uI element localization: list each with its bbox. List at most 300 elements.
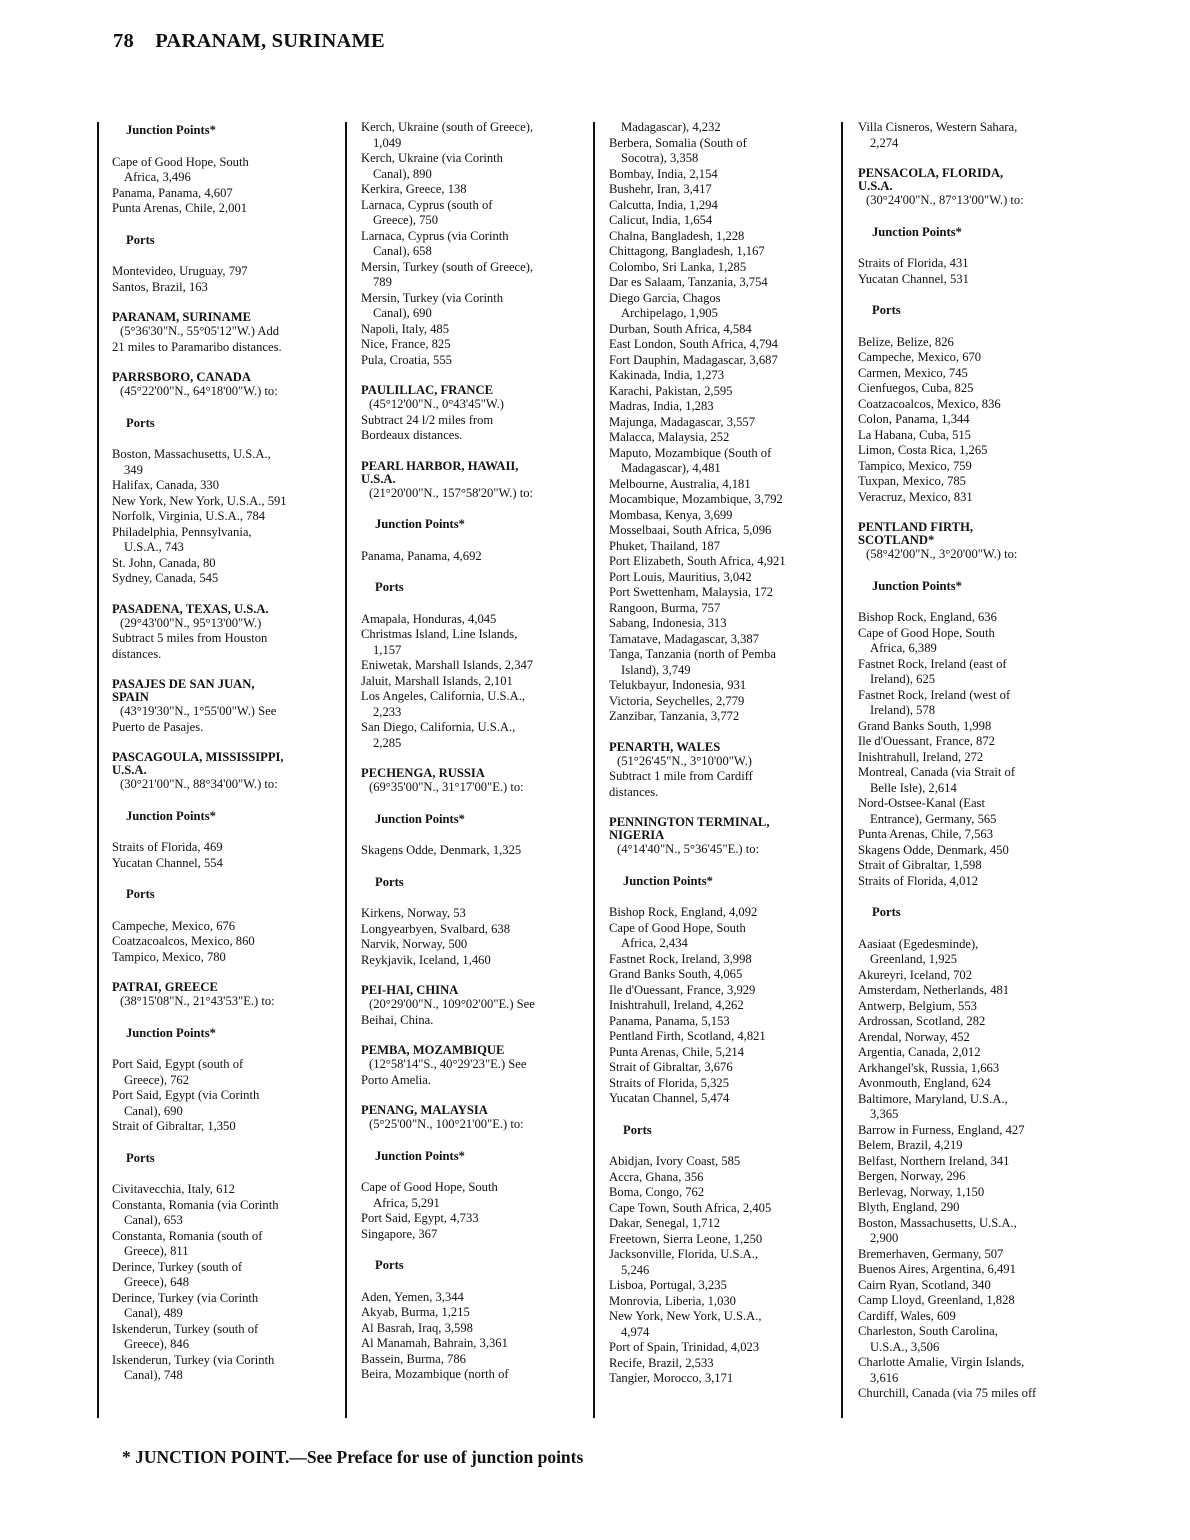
entry-line: Al Basrah, Iraq, 3,598 <box>361 1320 473 1335</box>
distance-entry <box>112 155 317 186</box>
port-heading <box>112 371 317 384</box>
entry-line: Canal), 748 <box>124 1368 183 1382</box>
entry-line: Nord-Ostsee-Kanal (East <box>858 796 985 810</box>
entry-line: Ireland), 625 <box>870 672 936 686</box>
distance-entry <box>361 612 566 628</box>
coordinates: (45°12'00"N., 0°43'45"W.) <box>369 397 504 411</box>
entry-line: Larnaca, Cyprus (via Corinth <box>361 228 509 243</box>
distance-entry <box>858 350 1063 366</box>
distance-entry <box>361 1367 566 1383</box>
distance-entry <box>609 1060 814 1076</box>
port-heading-line: PASCAGOULA, MISSISSIPPI, <box>112 750 284 764</box>
entry-line: La Habana, Cuba, 515 <box>858 427 971 442</box>
entry-line: Bombay, India, 2,154 <box>609 166 718 181</box>
distance-entry <box>858 366 1063 382</box>
page-header <box>113 30 385 53</box>
coordinates: (58°42'00"N., 3°20'00"W.) to: <box>866 547 1018 561</box>
column-rule <box>841 122 843 1418</box>
port-heading <box>858 167 1063 193</box>
distance-entry <box>609 905 814 921</box>
port-heading-line: PENNINGTON TERMINAL, <box>609 815 770 829</box>
distance-entry <box>609 229 814 245</box>
section-subheading: Junction Points* <box>126 808 216 823</box>
coordinates: (5°36'30"N., 55°05'12"W.) Add <box>120 324 280 338</box>
entry-line: Longyearbyen, Svalbard, 638 <box>361 921 510 936</box>
distance-entry <box>858 272 1063 288</box>
entry-line: Greece), 811 <box>124 1244 189 1258</box>
distance-entry <box>361 322 566 338</box>
distance-entry <box>609 601 814 617</box>
distance-entry <box>361 120 566 151</box>
distance-entry <box>858 827 1063 843</box>
entry-line: Fastnet Rock, Ireland (west of <box>858 687 1011 702</box>
distance-entry <box>858 256 1063 272</box>
distance-entry <box>609 632 814 648</box>
entry-line: Boston, Massachusetts, U.S.A., <box>112 447 271 461</box>
entry-line: Canal), 890 <box>373 166 432 181</box>
entry-line: Tamatave, Madagascar, 3,387 <box>609 631 760 646</box>
entry-line: Cardiff, Wales, 609 <box>858 1308 956 1323</box>
distance-entry <box>609 167 814 183</box>
port-heading <box>112 603 317 616</box>
distance-entry <box>361 1290 566 1306</box>
entry-line: Diego Garcia, Chagos <box>609 290 721 305</box>
distance-entry <box>361 260 566 291</box>
entry-line: Bushehr, Iran, 3,417 <box>609 182 712 196</box>
entry-line: Derince, Turkey (via Corinth <box>112 1290 259 1305</box>
section-subheading: Ports <box>872 905 901 919</box>
entry-line: Akureyri, Iceland, 702 <box>858 967 973 982</box>
distance-entry <box>858 459 1063 475</box>
port-heading-line: PARANAM, SURINAME <box>112 310 251 324</box>
section-subheading: Ports <box>126 232 155 247</box>
distance-entry <box>361 1180 566 1211</box>
distance-entry <box>858 381 1063 397</box>
entry-line: Strait of Gibraltar, 1,350 <box>112 1119 236 1133</box>
distance-entry <box>858 1045 1063 1061</box>
distance-entry <box>858 626 1063 657</box>
distance-entry <box>112 1260 317 1291</box>
entry-line: Panama, Panama, 4,692 <box>361 548 482 563</box>
distance-entry <box>609 539 814 555</box>
entry-line: Los Angeles, California, U.S.A., <box>361 689 526 703</box>
distance-entry <box>609 967 814 983</box>
distance-entry <box>858 1355 1063 1386</box>
distance-entry <box>858 335 1063 351</box>
entry-line: Inishtrahull, Ireland, 4,262 <box>609 998 744 1012</box>
entry-line: Christmas Island, Line Islands, <box>361 627 518 641</box>
entry-line: Greenland, 1,925 <box>870 952 958 966</box>
entry-line: Africa, 3,496 <box>124 170 191 184</box>
entry-line: Constanta, Romania (south of <box>112 1228 263 1243</box>
port-heading-line: PENSACOLA, FLORIDA, <box>858 166 1004 180</box>
distance-entry <box>609 554 814 570</box>
entry-line: New York, New York, U.S.A., <box>609 1309 762 1323</box>
entry-line: Norfolk, Virginia, U.S.A., 784 <box>112 509 266 523</box>
coordinates: (38°15'08"N., 21°43'53"E.) to: <box>120 994 275 1008</box>
distance-entry <box>609 585 814 601</box>
distance-entry <box>112 525 317 556</box>
entry-line: Santos, Brazil, 163 <box>112 279 208 294</box>
distance-entry <box>609 337 814 353</box>
entry-line: Grand Banks South, 4,065 <box>609 967 743 981</box>
entry-line: Villa Cisneros, Western Sahara, <box>858 120 1018 134</box>
port-heading-line: U.S.A. <box>361 471 396 486</box>
entry-line: Karachi, Pakistan, 2,595 <box>609 383 733 398</box>
entry-line: Canal), 690 <box>373 306 432 320</box>
port-heading <box>361 984 566 997</box>
distance-entry <box>361 1227 566 1243</box>
distance-entry <box>858 750 1063 766</box>
entry-line: Canal), 690 <box>124 1103 183 1118</box>
distance-entry <box>112 1353 317 1384</box>
entry-line: Arendal, Norway, 452 <box>858 1029 970 1044</box>
distance-entry <box>858 1123 1063 1139</box>
entry-line: Bremerhaven, Germany, 507 <box>858 1246 1004 1261</box>
entry-line: Antwerp, Belgium, 553 <box>858 998 977 1013</box>
entry-line: Straits of Florida, 469 <box>112 840 223 854</box>
section-subheading: Junction Points* <box>872 224 962 239</box>
entry-line: Malacca, Malaysia, 252 <box>609 430 730 444</box>
entry-line: Port Said, Egypt (south of <box>112 1057 244 1071</box>
entry-line: Chalna, Bangladesh, 1,228 <box>609 228 745 243</box>
entry-line: Philadelphia, Pennsylvania, <box>112 524 252 539</box>
distance-entry <box>112 1088 317 1119</box>
section-subheading: Ports <box>375 1258 404 1272</box>
port-heading-line: PARRSBORO, CANADA <box>112 370 251 384</box>
entry-line: Skagens Odde, Denmark, 450 <box>858 842 1009 857</box>
entry-line: Jacksonville, Florida, U.S.A., <box>609 1247 759 1261</box>
entry-line: 2,285 <box>373 735 402 750</box>
entry-line: Entrance), Germany, 565 <box>870 811 997 826</box>
entry-line: Cape of Good Hope, South <box>112 154 249 169</box>
distance-entry <box>858 937 1063 968</box>
distance-entry <box>609 1091 814 1107</box>
page-number: 78 <box>113 30 134 52</box>
distance-entry <box>609 952 814 968</box>
entry-line: Punta Arenas, Chile, 5,214 <box>609 1044 745 1059</box>
entry-line: Carmen, Mexico, 745 <box>858 365 968 380</box>
distance-entry <box>361 953 566 969</box>
distance-entry <box>361 689 566 720</box>
coordinates: (29°43'00"N., 95°13'00"W.) <box>120 615 262 630</box>
port-heading <box>858 521 1063 547</box>
distance-entry <box>112 950 317 966</box>
entry-line: Sydney, Canada, 545 <box>112 571 219 585</box>
entry-line: Napoli, Italy, 485 <box>361 321 450 336</box>
entry-line: Cape of Good Hope, South <box>609 920 746 935</box>
distance-entry <box>609 182 814 198</box>
port-heading-line: PENTLAND FIRTH, <box>858 520 974 534</box>
coordinates: (20°29'00"N., 109°02'00"E.) See <box>369 997 535 1011</box>
distance-entry <box>858 1200 1063 1216</box>
distance-entry <box>609 1371 814 1387</box>
entry-line: Port Elizabeth, South Africa, 4,921 <box>609 554 786 568</box>
entry-line: Rangoon, Burma, 757 <box>609 600 721 615</box>
distance-entry <box>112 919 317 935</box>
distance-entry <box>609 678 814 694</box>
entry-line: Colon, Panama, 1,344 <box>858 412 970 426</box>
entry-line: Baltimore, Maryland, U.S.A., <box>858 1091 1008 1106</box>
distance-entry <box>361 1211 566 1227</box>
column-rule <box>97 122 99 1418</box>
distance-entry <box>609 570 814 586</box>
distance-entry <box>112 934 317 950</box>
distance-entry <box>361 937 566 953</box>
entry-line: Iskenderun, Turkey (south of <box>112 1321 259 1336</box>
entry-line: Ireland), 578 <box>870 703 936 717</box>
distance-entry <box>112 186 317 202</box>
entry-line: Belize, Belize, 826 <box>858 334 954 349</box>
entry-line: Jaluit, Marshall Islands, 2,101 <box>361 673 513 688</box>
distance-entry <box>361 1336 566 1352</box>
distance-entry <box>858 1247 1063 1263</box>
distance-entry <box>858 688 1063 719</box>
entry-line: Kerch, Ukraine (south of Greece), <box>361 120 534 134</box>
distance-entry <box>858 1293 1063 1309</box>
entry-line: Straits of Florida, 5,325 <box>609 1075 729 1090</box>
distance-entry <box>858 796 1063 827</box>
distance-entry <box>361 658 566 674</box>
distance-entry <box>112 856 317 872</box>
entry-line: Port Swettenham, Malaysia, 172 <box>609 585 774 599</box>
entry-line: Calcutta, India, 1,294 <box>609 197 718 212</box>
port-heading-line: PENANG, MALAYSIA <box>361 1103 488 1117</box>
column-rule <box>593 122 595 1418</box>
port-heading <box>361 1044 566 1057</box>
entry-line: Campeche, Mexico, 676 <box>112 918 236 933</box>
coordinates: (30°24'00"N., 87°13'00"W.) to: <box>866 193 1024 207</box>
entry-line: Majunga, Madagascar, 3,557 <box>609 414 756 429</box>
distance-entry <box>858 983 1063 999</box>
distance-entry <box>858 1169 1063 1185</box>
entry-line: 1,157 <box>373 642 402 657</box>
distance-entry <box>858 1262 1063 1278</box>
distance-entry <box>858 858 1063 874</box>
distance-entry <box>361 549 566 565</box>
entry-line: Tuxpan, Mexico, 785 <box>858 474 966 488</box>
entry-line: U.S.A., 743 <box>124 540 184 554</box>
column-3 <box>609 120 814 1387</box>
entry-line: Greece), 762 <box>124 1072 190 1087</box>
distance-entry <box>112 1057 317 1088</box>
distance-entry <box>112 1119 317 1135</box>
entry-line: Amsterdam, Netherlands, 481 <box>858 983 1010 997</box>
distance-entry <box>609 322 814 338</box>
entry-line: Bishop Rock, England, 4,092 <box>609 905 758 919</box>
entry-line: Greece), 846 <box>124 1337 190 1351</box>
port-heading-line: PENARTH, WALES <box>609 739 721 754</box>
distance-entry <box>609 1076 814 1092</box>
distance-entry <box>361 1352 566 1368</box>
column-1 <box>112 120 317 1384</box>
entry-line: Kerch, Ukraine (via Corinth <box>361 151 503 165</box>
column-2 <box>361 120 566 1383</box>
entry-line: Madagascar), 4,481 <box>621 461 721 475</box>
port-heading-line: PASADENA, TEXAS, U.S.A. <box>112 601 269 616</box>
entry-line: Beira, Mozambique (north of <box>361 1367 509 1381</box>
distance-entry <box>858 1216 1063 1247</box>
entry-line: Berbera, Somalia (South of <box>609 135 747 150</box>
entry-line: 3,365 <box>870 1107 899 1121</box>
entry-line: 3,616 <box>870 1370 899 1385</box>
distance-entry <box>858 397 1063 413</box>
entry-line: 789 <box>373 275 392 289</box>
section-subheading: Ports <box>126 415 155 430</box>
distance-entry <box>858 428 1063 444</box>
distance-entry <box>858 1185 1063 1201</box>
distance-entry <box>609 399 814 415</box>
port-heading <box>112 751 317 777</box>
entry-line: Durban, South Africa, 4,584 <box>609 321 752 336</box>
port-heading-line: U.S.A. <box>858 179 893 193</box>
entry-line: Africa, 6,389 <box>870 641 937 655</box>
entry-line: Montreal, Canada (via Strait of <box>858 765 1016 779</box>
entry-line: San Diego, California, U.S.A., <box>361 720 516 734</box>
distance-entry <box>609 198 814 214</box>
entry-line: Mersin, Turkey (via Corinth <box>361 290 504 305</box>
distance-entry <box>609 384 814 400</box>
entry-line: Amapala, Honduras, 4,045 <box>361 611 497 626</box>
entry-line: Blyth, England, 290 <box>858 1200 960 1214</box>
distance-entry <box>858 999 1063 1015</box>
distance-entry <box>858 1138 1063 1154</box>
entry-line: East London, South Africa, 4,794 <box>609 337 778 351</box>
port-heading <box>609 741 814 754</box>
page-title: PARANAM, SURINAME <box>155 30 385 52</box>
port-heading-line: SPAIN <box>112 690 149 704</box>
entry-line: Pentland Firth, Scotland, 4,821 <box>609 1029 766 1043</box>
distance-entry <box>112 1229 317 1260</box>
entry-line: Victoria, Seychelles, 2,779 <box>609 693 745 708</box>
entry-line: Akyab, Burma, 1,215 <box>361 1305 470 1319</box>
entry-line: Canal), 658 <box>373 244 432 258</box>
entry-line: Port Said, Egypt (via Corinth <box>112 1088 260 1102</box>
entry-line: 1,049 <box>373 135 402 150</box>
entry-line: Boston, Massachusetts, U.S.A., <box>858 1215 1017 1230</box>
entry-line: Reykjavik, Iceland, 1,460 <box>361 952 491 967</box>
distance-entry <box>112 280 317 296</box>
distance-entry <box>858 1030 1063 1046</box>
distance-entry <box>858 1154 1063 1170</box>
entry-line: Port Said, Egypt, 4,733 <box>361 1211 479 1225</box>
distance-entry <box>858 490 1063 506</box>
distance-entry <box>361 1305 566 1321</box>
distance-entry <box>609 368 814 384</box>
entry-line: Abidjan, Ivory Coast, 585 <box>609 1154 741 1168</box>
distance-entry <box>361 922 566 938</box>
section-subheading: Junction Points* <box>375 517 465 531</box>
note-text: Subtract 24 l/2 miles from <box>361 412 494 427</box>
distance-entry <box>609 260 814 276</box>
entry-line: Charlotte Amalie, Virgin Islands, <box>858 1355 1025 1369</box>
entry-line: Al Manamah, Bahrain, 3,361 <box>361 1336 508 1350</box>
entry-line: Bishop Rock, England, 636 <box>858 610 997 624</box>
distance-entry <box>609 709 814 725</box>
entry-line: Cape Town, South Africa, 2,405 <box>609 1200 772 1215</box>
entry-line: Aasiaat (Egedesminde), <box>858 936 979 951</box>
distance-entry <box>609 1356 814 1372</box>
port-heading <box>112 981 317 994</box>
entry-line: Panama, Panama, 4,607 <box>112 185 233 200</box>
entry-line: Madras, India, 1,283 <box>609 399 714 413</box>
distance-entry <box>858 610 1063 626</box>
port-heading <box>361 460 566 486</box>
entry-line: Mocambique, Mozambique, 3,792 <box>609 492 783 506</box>
entry-line: Maputo, Mozambique (South of <box>609 445 772 460</box>
distance-entry <box>112 1198 317 1229</box>
distance-entry <box>361 229 566 260</box>
note-text: distances. <box>609 784 659 799</box>
coordinates: (5°25'00"N., 100°21'00"E.) to: <box>369 1117 524 1131</box>
distance-entry <box>609 1309 814 1340</box>
port-heading <box>609 816 814 842</box>
distance-entry <box>609 353 814 369</box>
entry-line: Yucatan Channel, 5,474 <box>609 1091 730 1105</box>
distance-entry <box>361 198 566 229</box>
port-heading-line: SCOTLAND* <box>858 533 935 547</box>
distance-entry <box>609 998 814 1014</box>
entry-line: Greece), 750 <box>373 213 439 227</box>
column-rule <box>345 122 347 1418</box>
entry-line: U.S.A., 3,506 <box>870 1339 940 1354</box>
entry-line: Africa, 5,291 <box>373 1195 440 1210</box>
entry-line: New York, New York, U.S.A., 591 <box>112 493 287 508</box>
distance-entry <box>112 494 317 510</box>
port-heading <box>112 678 317 704</box>
entry-line: Fort Dauphin, Madagascar, 3,687 <box>609 352 778 367</box>
entry-line: Camp Lloyd, Greenland, 1,828 <box>858 1293 1015 1307</box>
distance-entry <box>361 151 566 182</box>
distance-entry <box>112 1322 317 1353</box>
entry-line: 2,233 <box>373 704 402 719</box>
entry-line: Mersin, Turkey (south of Greece), <box>361 259 534 274</box>
distance-entry <box>361 353 566 369</box>
entry-line: Canal), 653 <box>124 1213 183 1227</box>
entry-line: Greece), 648 <box>124 1275 190 1289</box>
entry-line: Africa, 2,434 <box>621 936 688 950</box>
distance-entry <box>858 1278 1063 1294</box>
entry-line: Tangier, Morocco, 3,171 <box>609 1371 734 1385</box>
distance-entry <box>361 843 566 859</box>
entry-line: Strait of Gibraltar, 3,676 <box>609 1060 733 1074</box>
distance-entry <box>858 765 1063 796</box>
entry-line: Yucatan Channel, 531 <box>858 271 969 286</box>
distance-entry <box>609 523 814 539</box>
entry-line: Kirkens, Norway, 53 <box>361 906 466 920</box>
footnote: * JUNCTION POINT.—See Preface for use of junction points <box>122 1447 584 1467</box>
entry-line: Cairn Ryan, Scotland, 340 <box>858 1277 991 1292</box>
entry-line: Monrovia, Liberia, 1,030 <box>609 1293 736 1308</box>
distance-entry <box>609 136 814 167</box>
entry-line: Campeche, Mexico, 670 <box>858 350 982 364</box>
port-heading-line: PAULILLAC, FRANCE <box>361 383 494 397</box>
distance-entry <box>112 447 317 478</box>
entry-line: 2,274 <box>870 135 899 150</box>
entry-line: Larnaca, Cyprus (south of <box>361 197 493 212</box>
distance-entry <box>858 474 1063 490</box>
entry-line: Colombo, Sri Lanka, 1,285 <box>609 259 747 274</box>
entry-line: Panama, Panama, 5,153 <box>609 1013 730 1028</box>
entry-line: Halifax, Canada, 330 <box>112 478 220 492</box>
column-4 <box>858 120 1063 1402</box>
distance-entry <box>609 1185 814 1201</box>
distance-entry <box>361 1321 566 1337</box>
entry-line: Port Louis, Mauritius, 3,042 <box>609 569 752 584</box>
entry-line: Freetown, Sierra Leone, 1,250 <box>609 1231 763 1246</box>
coordinates: (21°20'00"N., 157°58'20"W.) to: <box>369 485 534 500</box>
section-subheading: Ports <box>375 874 404 889</box>
